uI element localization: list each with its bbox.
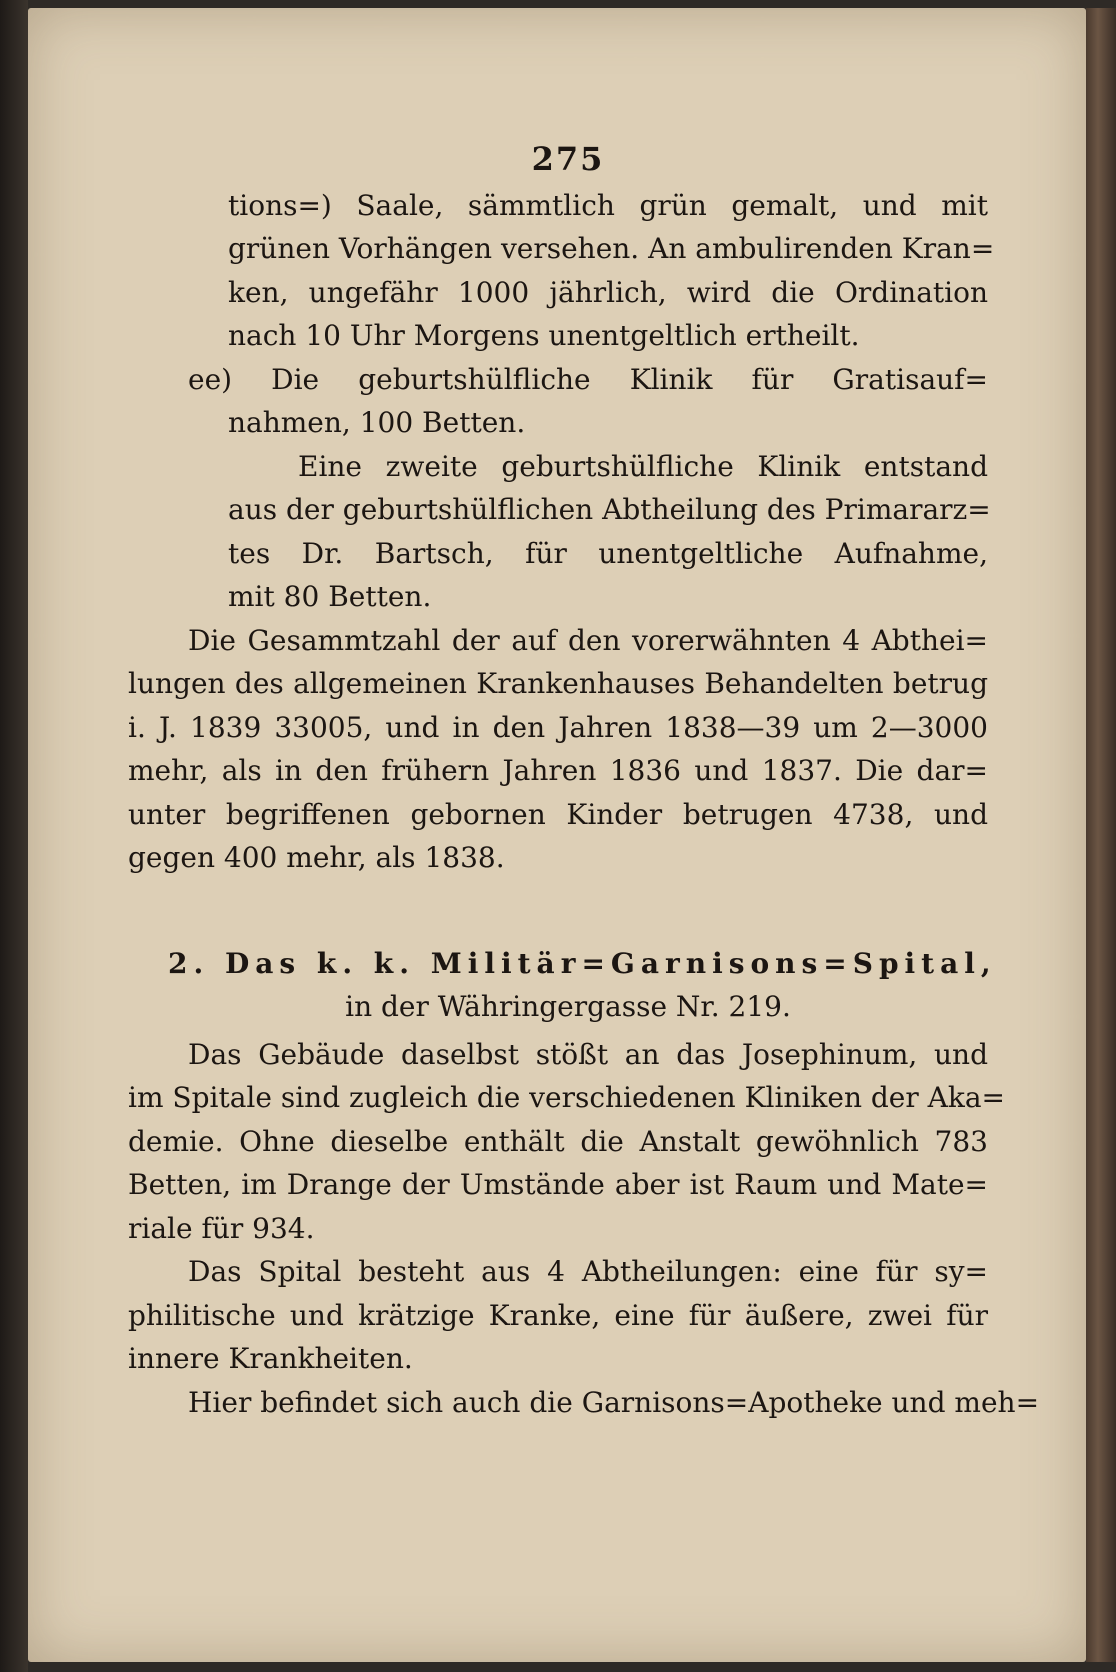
text-line: Das Gebäude daselbst stößt an das Josephinum, und bbox=[188, 1037, 988, 1071]
text-line: Die Gesammtzahl der auf den vorerwähnten 4 Abthei= bbox=[188, 623, 988, 657]
book-gutter bbox=[0, 0, 28, 1672]
text-line: demie. Ohne dieselbe enthält die Anstalt gewöhnlich 783 bbox=[128, 1124, 988, 1158]
text-line: Hier befindet sich auch die Garnisons=Apotheke und meh= bbox=[188, 1385, 1040, 1419]
text-line: ken, ungefähr 1000 jährlich, wird die Ordination bbox=[228, 275, 988, 309]
text-line: mehr, als in den frühern Jahren 1836 und 1837. Die dar= bbox=[128, 754, 988, 787]
page-number: 275 bbox=[531, 140, 605, 178]
text-line: mit 80 Betten. bbox=[228, 580, 432, 613]
text-line: riale für 934. bbox=[128, 1211, 315, 1245]
text-line-list-item-ee: ee) Die geburtshülfliche Klinik für Gratisauf= bbox=[188, 362, 988, 396]
section-gap bbox=[128, 880, 988, 942]
text-block bbox=[128, 138, 1040, 1424]
text-line: tes Dr. Bartsch, für unentgeltliche Aufnahme, bbox=[228, 536, 988, 570]
text-line: tions=) Saale, sämmtlich grün gemalt, und mit bbox=[228, 188, 988, 222]
text-line: grünen Vorhängen versehen. An ambulirenden Kran= bbox=[228, 232, 995, 265]
text-line: Eine zweite geburtshülfliche Klinik entstand bbox=[298, 449, 988, 483]
text-line: gegen 400 mehr, als 1838. bbox=[128, 841, 505, 874]
page-edge bbox=[1086, 8, 1116, 1662]
section-subheading: in der Währingergasse Nr. 219. bbox=[345, 990, 791, 1023]
text-line: im Spitale sind zugleich die verschiedenen Kliniken der Aka= bbox=[128, 1081, 1005, 1114]
text-line: nach 10 Uhr Morgens unentgeltlich ertheilt. bbox=[228, 319, 860, 352]
text-line: nahmen, 100 Betten. bbox=[228, 406, 526, 439]
book-page bbox=[28, 8, 1086, 1662]
text-line: Betten, im Drange der Umstände aber ist Raum und Mate= bbox=[128, 1168, 988, 1201]
text-line: innere Krankheiten. bbox=[128, 1342, 413, 1375]
text-line: i. J. 1839 33005, und in den Jahren 1838—39 um 2—3000 bbox=[128, 710, 988, 744]
text-line: aus der geburtshülflichen Abtheilung des Primararz= bbox=[228, 493, 991, 526]
text-line: philitische und krätzige Kranke, eine für äußere, zwei für bbox=[128, 1298, 988, 1332]
text-line: Das Spital besteht aus 4 Abtheilungen: eine für sy= bbox=[188, 1255, 988, 1288]
text-line: unter begriffenen gebornen Kinder betrugen 4738, und bbox=[128, 797, 988, 831]
section-heading: 2. Das k. k. Militär=Garnisons=Spital, bbox=[168, 946, 997, 980]
text-line: lungen des allgemeinen Krankenhauses Behandelten betrug bbox=[128, 667, 988, 700]
